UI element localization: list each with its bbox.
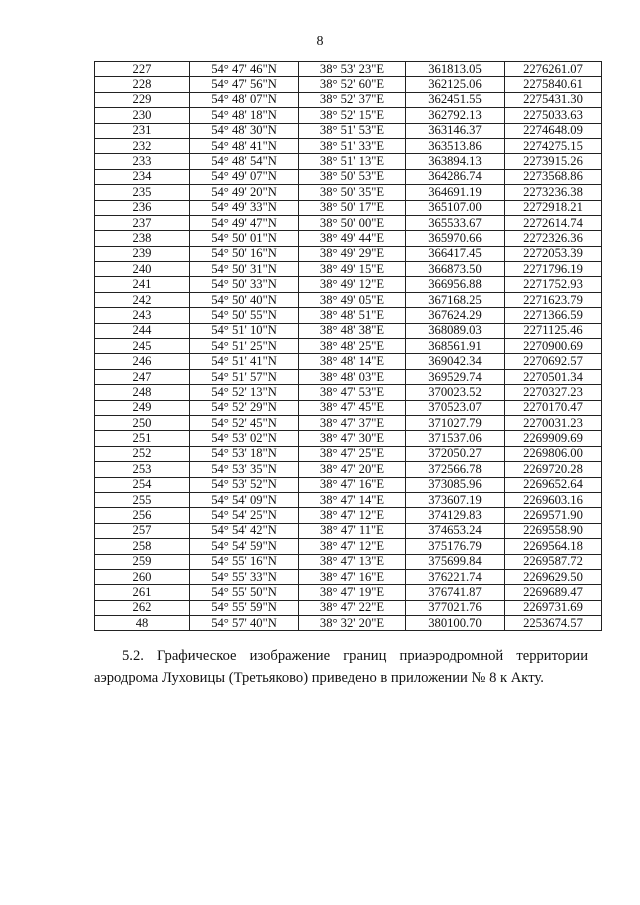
table-row <box>95 77 602 92</box>
cell-coord-y: 2276261.07 <box>505 62 602 77</box>
cell-longitude: 38° 50' 35"E <box>299 185 406 200</box>
cell-point-number: 254 <box>95 477 190 492</box>
cell-latitude: 54° 50' 16"N <box>190 246 299 261</box>
cell-coord-y: 2269731.69 <box>505 600 602 615</box>
cell-coord-y: 2270327.23 <box>505 385 602 400</box>
table-row <box>95 185 602 200</box>
cell-latitude: 54° 51' 25"N <box>190 339 299 354</box>
cell-latitude: 54° 49' 07"N <box>190 169 299 184</box>
cell-latitude: 54° 50' 40"N <box>190 292 299 307</box>
cell-latitude: 54° 53' 18"N <box>190 446 299 461</box>
cell-point-number: 229 <box>95 92 190 107</box>
cell-point-number: 235 <box>95 185 190 200</box>
cell-coord-y: 2273568.86 <box>505 169 602 184</box>
cell-longitude: 38° 47' 20"E <box>299 462 406 477</box>
cell-longitude: 38° 47' 12"E <box>299 539 406 554</box>
cell-latitude: 54° 54' 59"N <box>190 539 299 554</box>
cell-coord-y: 2271796.19 <box>505 262 602 277</box>
cell-longitude: 38° 47' 45"E <box>299 400 406 415</box>
cell-latitude: 54° 54' 42"N <box>190 523 299 538</box>
cell-point-number: 259 <box>95 554 190 569</box>
cell-latitude: 54° 53' 02"N <box>190 431 299 446</box>
cell-coord-x: 371537.06 <box>406 431 505 446</box>
table-row <box>95 62 602 77</box>
cell-coord-y: 2269806.00 <box>505 446 602 461</box>
cell-point-number: 244 <box>95 323 190 338</box>
cell-coord-x: 365533.67 <box>406 215 505 230</box>
cell-coord-x: 369529.74 <box>406 369 505 384</box>
page-number: 8 <box>316 34 324 49</box>
cell-longitude: 38° 52' 37"E <box>299 92 406 107</box>
table-row <box>95 385 602 400</box>
cell-latitude: 54° 50' 01"N <box>190 231 299 246</box>
cell-longitude: 38° 47' 11"E <box>299 523 406 538</box>
table-row <box>95 431 602 446</box>
cell-longitude: 38° 48' 03"E <box>299 369 406 384</box>
cell-coord-x: 374129.83 <box>406 508 505 523</box>
paragraph-5-2 <box>94 645 588 689</box>
cell-latitude: 54° 51' 57"N <box>190 369 299 384</box>
cell-coord-x: 364286.74 <box>406 169 505 184</box>
table-row <box>95 523 602 538</box>
cell-point-number: 231 <box>95 123 190 138</box>
cell-coord-y: 2275431.30 <box>505 92 602 107</box>
cell-longitude: 38° 47' 12"E <box>299 508 406 523</box>
cell-coord-x: 377021.76 <box>406 600 505 615</box>
cell-point-number: 239 <box>95 246 190 261</box>
cell-coord-y: 2269720.28 <box>505 462 602 477</box>
cell-coord-x: 367624.29 <box>406 308 505 323</box>
cell-coord-y: 2271366.59 <box>505 308 602 323</box>
cell-coord-x: 366417.45 <box>406 246 505 261</box>
cell-coord-y: 2271623.79 <box>505 292 602 307</box>
cell-coord-y: 2272614.74 <box>505 215 602 230</box>
cell-coord-x: 370023.52 <box>406 385 505 400</box>
table-row <box>95 462 602 477</box>
cell-coord-x: 373085.96 <box>406 477 505 492</box>
cell-coord-y: 2269689.47 <box>505 585 602 600</box>
cell-point-number: 257 <box>95 523 190 538</box>
table-row <box>95 262 602 277</box>
cell-latitude: 54° 52' 45"N <box>190 415 299 430</box>
cell-coord-x: 365107.00 <box>406 200 505 215</box>
cell-point-number: 230 <box>95 108 190 123</box>
cell-latitude: 54° 50' 33"N <box>190 277 299 292</box>
table-row <box>95 292 602 307</box>
cell-latitude: 54° 53' 35"N <box>190 462 299 477</box>
cell-latitude: 54° 55' 33"N <box>190 569 299 584</box>
cell-longitude: 38° 49' 05"E <box>299 292 406 307</box>
table-row <box>95 108 602 123</box>
cell-longitude: 38° 50' 17"E <box>299 200 406 215</box>
cell-point-number: 253 <box>95 462 190 477</box>
cell-coord-y: 2269909.69 <box>505 431 602 446</box>
cell-coord-y: 2270170.47 <box>505 400 602 415</box>
cell-coord-y: 2275033.63 <box>505 108 602 123</box>
table-row <box>95 231 602 246</box>
table-row <box>95 215 602 230</box>
cell-coord-x: 375699.84 <box>406 554 505 569</box>
cell-point-number: 250 <box>95 415 190 430</box>
table-row <box>95 138 602 153</box>
cell-latitude: 54° 49' 47"N <box>190 215 299 230</box>
cell-point-number: 48 <box>95 616 190 631</box>
cell-point-number: 233 <box>95 154 190 169</box>
cell-longitude: 38° 47' 53"E <box>299 385 406 400</box>
cell-coord-x: 361813.05 <box>406 62 505 77</box>
cell-coord-y: 2269564.18 <box>505 539 602 554</box>
cell-point-number: 258 <box>95 539 190 554</box>
cell-coord-x: 375176.79 <box>406 539 505 554</box>
table-row <box>95 492 602 507</box>
cell-point-number: 232 <box>95 138 190 153</box>
cell-point-number: 255 <box>95 492 190 507</box>
table-row <box>95 539 602 554</box>
cell-coord-y: 2269558.90 <box>505 523 602 538</box>
cell-coord-y: 2273915.26 <box>505 154 602 169</box>
cell-coord-x: 371027.79 <box>406 415 505 430</box>
cell-point-number: 228 <box>95 77 190 92</box>
cell-longitude: 38° 50' 53"E <box>299 169 406 184</box>
table-row <box>95 92 602 107</box>
cell-latitude: 54° 55' 16"N <box>190 554 299 569</box>
table-row <box>95 200 602 215</box>
cell-coord-y: 2270031.23 <box>505 415 602 430</box>
cell-coord-x: 366873.50 <box>406 262 505 277</box>
cell-coord-x: 364691.19 <box>406 185 505 200</box>
table-row <box>95 400 602 415</box>
cell-latitude: 54° 48' 18"N <box>190 108 299 123</box>
cell-longitude: 38° 47' 37"E <box>299 415 406 430</box>
cell-point-number: 245 <box>95 339 190 354</box>
table-row <box>95 415 602 430</box>
table-row <box>95 308 602 323</box>
paragraph-text: 5.2. Графическое изображение границ приаэродромной территории аэродрома Луховицы (Третьяково) приведено в приложении № 8 к Акту. <box>94 648 588 686</box>
cell-longitude: 38° 50' 00"E <box>299 215 406 230</box>
cell-longitude: 38° 52' 60"E <box>299 77 406 92</box>
cell-latitude: 54° 50' 55"N <box>190 308 299 323</box>
cell-point-number: 246 <box>95 354 190 369</box>
table-row <box>95 554 602 569</box>
cell-latitude: 54° 57' 40"N <box>190 616 299 631</box>
cell-coord-x: 380100.70 <box>406 616 505 631</box>
table-row <box>95 246 602 261</box>
cell-coord-y: 2269652.64 <box>505 477 602 492</box>
cell-longitude: 38° 48' 25"E <box>299 339 406 354</box>
cell-point-number: 237 <box>95 215 190 230</box>
coordinates-table-body <box>95 62 602 631</box>
cell-coord-y: 2271752.93 <box>505 277 602 292</box>
cell-longitude: 38° 47' 13"E <box>299 554 406 569</box>
cell-longitude: 38° 48' 38"E <box>299 323 406 338</box>
table-row <box>95 569 602 584</box>
table-row <box>95 339 602 354</box>
cell-coord-y: 2270900.69 <box>505 339 602 354</box>
cell-longitude: 38° 47' 30"E <box>299 431 406 446</box>
cell-coord-y: 2269587.72 <box>505 554 602 569</box>
cell-longitude: 38° 47' 25"E <box>299 446 406 461</box>
cell-latitude: 54° 49' 20"N <box>190 185 299 200</box>
cell-coord-y: 2273236.38 <box>505 185 602 200</box>
cell-latitude: 54° 51' 10"N <box>190 323 299 338</box>
cell-point-number: 247 <box>95 369 190 384</box>
cell-longitude: 38° 47' 19"E <box>299 585 406 600</box>
cell-coord-y: 2272918.21 <box>505 200 602 215</box>
cell-point-number: 262 <box>95 600 190 615</box>
cell-longitude: 38° 51' 33"E <box>299 138 406 153</box>
cell-coord-y: 2274275.15 <box>505 138 602 153</box>
cell-coord-x: 368561.91 <box>406 339 505 354</box>
cell-latitude: 54° 55' 59"N <box>190 600 299 615</box>
cell-longitude: 38° 48' 14"E <box>299 354 406 369</box>
cell-coord-y: 2269629.50 <box>505 569 602 584</box>
cell-coord-x: 376741.87 <box>406 585 505 600</box>
cell-longitude: 38° 49' 29"E <box>299 246 406 261</box>
cell-coord-y: 2274648.09 <box>505 123 602 138</box>
cell-coord-y: 2270501.34 <box>505 369 602 384</box>
cell-latitude: 54° 54' 09"N <box>190 492 299 507</box>
coordinates-table <box>94 61 602 631</box>
cell-longitude: 38° 52' 15"E <box>299 108 406 123</box>
cell-latitude: 54° 48' 07"N <box>190 92 299 107</box>
cell-point-number: 240 <box>95 262 190 277</box>
cell-latitude: 54° 48' 41"N <box>190 138 299 153</box>
cell-longitude: 38° 51' 53"E <box>299 123 406 138</box>
cell-longitude: 38° 47' 16"E <box>299 477 406 492</box>
table-row <box>95 508 602 523</box>
cell-coord-x: 362451.55 <box>406 92 505 107</box>
cell-point-number: 252 <box>95 446 190 461</box>
cell-longitude: 38° 32' 20"E <box>299 616 406 631</box>
cell-longitude: 38° 47' 14"E <box>299 492 406 507</box>
table-row <box>95 323 602 338</box>
cell-point-number: 227 <box>95 62 190 77</box>
cell-latitude: 54° 53' 52"N <box>190 477 299 492</box>
cell-coord-x: 366956.88 <box>406 277 505 292</box>
cell-point-number: 249 <box>95 400 190 415</box>
cell-coord-y: 2269603.16 <box>505 492 602 507</box>
cell-latitude: 54° 50' 31"N <box>190 262 299 277</box>
cell-longitude: 38° 49' 15"E <box>299 262 406 277</box>
cell-coord-x: 376221.74 <box>406 569 505 584</box>
cell-longitude: 38° 47' 16"E <box>299 569 406 584</box>
cell-latitude: 54° 48' 30"N <box>190 123 299 138</box>
cell-point-number: 243 <box>95 308 190 323</box>
cell-latitude: 54° 49' 33"N <box>190 200 299 215</box>
cell-coord-y: 2272053.39 <box>505 246 602 261</box>
cell-point-number: 241 <box>95 277 190 292</box>
table-row <box>95 354 602 369</box>
cell-coord-x: 368089.03 <box>406 323 505 338</box>
table-row <box>95 277 602 292</box>
cell-coord-x: 362792.13 <box>406 108 505 123</box>
cell-latitude: 54° 52' 13"N <box>190 385 299 400</box>
cell-longitude: 38° 51' 13"E <box>299 154 406 169</box>
cell-coord-x: 369042.34 <box>406 354 505 369</box>
cell-point-number: 256 <box>95 508 190 523</box>
table-row <box>95 585 602 600</box>
cell-coord-y: 2272326.36 <box>505 231 602 246</box>
table-row <box>95 123 602 138</box>
cell-latitude: 54° 47' 46"N <box>190 62 299 77</box>
table-row <box>95 616 602 631</box>
cell-latitude: 54° 55' 50"N <box>190 585 299 600</box>
cell-coord-x: 362125.06 <box>406 77 505 92</box>
table-row <box>95 477 602 492</box>
cell-latitude: 54° 47' 56"N <box>190 77 299 92</box>
cell-point-number: 261 <box>95 585 190 600</box>
cell-latitude: 54° 52' 29"N <box>190 400 299 415</box>
cell-latitude: 54° 51' 41"N <box>190 354 299 369</box>
cell-point-number: 260 <box>95 569 190 584</box>
cell-coord-y: 2271125.46 <box>505 323 602 338</box>
cell-longitude: 38° 49' 12"E <box>299 277 406 292</box>
table-row <box>95 154 602 169</box>
cell-point-number: 236 <box>95 200 190 215</box>
cell-point-number: 251 <box>95 431 190 446</box>
cell-coord-y: 2270692.57 <box>505 354 602 369</box>
cell-longitude: 38° 48' 51"E <box>299 308 406 323</box>
cell-coord-x: 372566.78 <box>406 462 505 477</box>
table-row <box>95 169 602 184</box>
cell-longitude: 38° 47' 22"E <box>299 600 406 615</box>
table-row <box>95 600 602 615</box>
cell-point-number: 238 <box>95 231 190 246</box>
cell-coord-x: 367168.25 <box>406 292 505 307</box>
cell-coord-x: 373607.19 <box>406 492 505 507</box>
cell-coord-y: 2269571.90 <box>505 508 602 523</box>
cell-longitude: 38° 49' 44"E <box>299 231 406 246</box>
cell-point-number: 248 <box>95 385 190 400</box>
table-row <box>95 369 602 384</box>
cell-latitude: 54° 48' 54"N <box>190 154 299 169</box>
cell-coord-y: 2253674.57 <box>505 616 602 631</box>
cell-coord-x: 363513.86 <box>406 138 505 153</box>
cell-point-number: 242 <box>95 292 190 307</box>
cell-coord-x: 365970.66 <box>406 231 505 246</box>
cell-point-number: 234 <box>95 169 190 184</box>
cell-coord-y: 2275840.61 <box>505 77 602 92</box>
cell-coord-x: 363146.37 <box>406 123 505 138</box>
cell-longitude: 38° 53' 23"E <box>299 62 406 77</box>
cell-coord-x: 374653.24 <box>406 523 505 538</box>
cell-coord-x: 370523.07 <box>406 400 505 415</box>
cell-latitude: 54° 54' 25"N <box>190 508 299 523</box>
cell-coord-x: 372050.27 <box>406 446 505 461</box>
cell-coord-x: 363894.13 <box>406 154 505 169</box>
table-row <box>95 446 602 461</box>
